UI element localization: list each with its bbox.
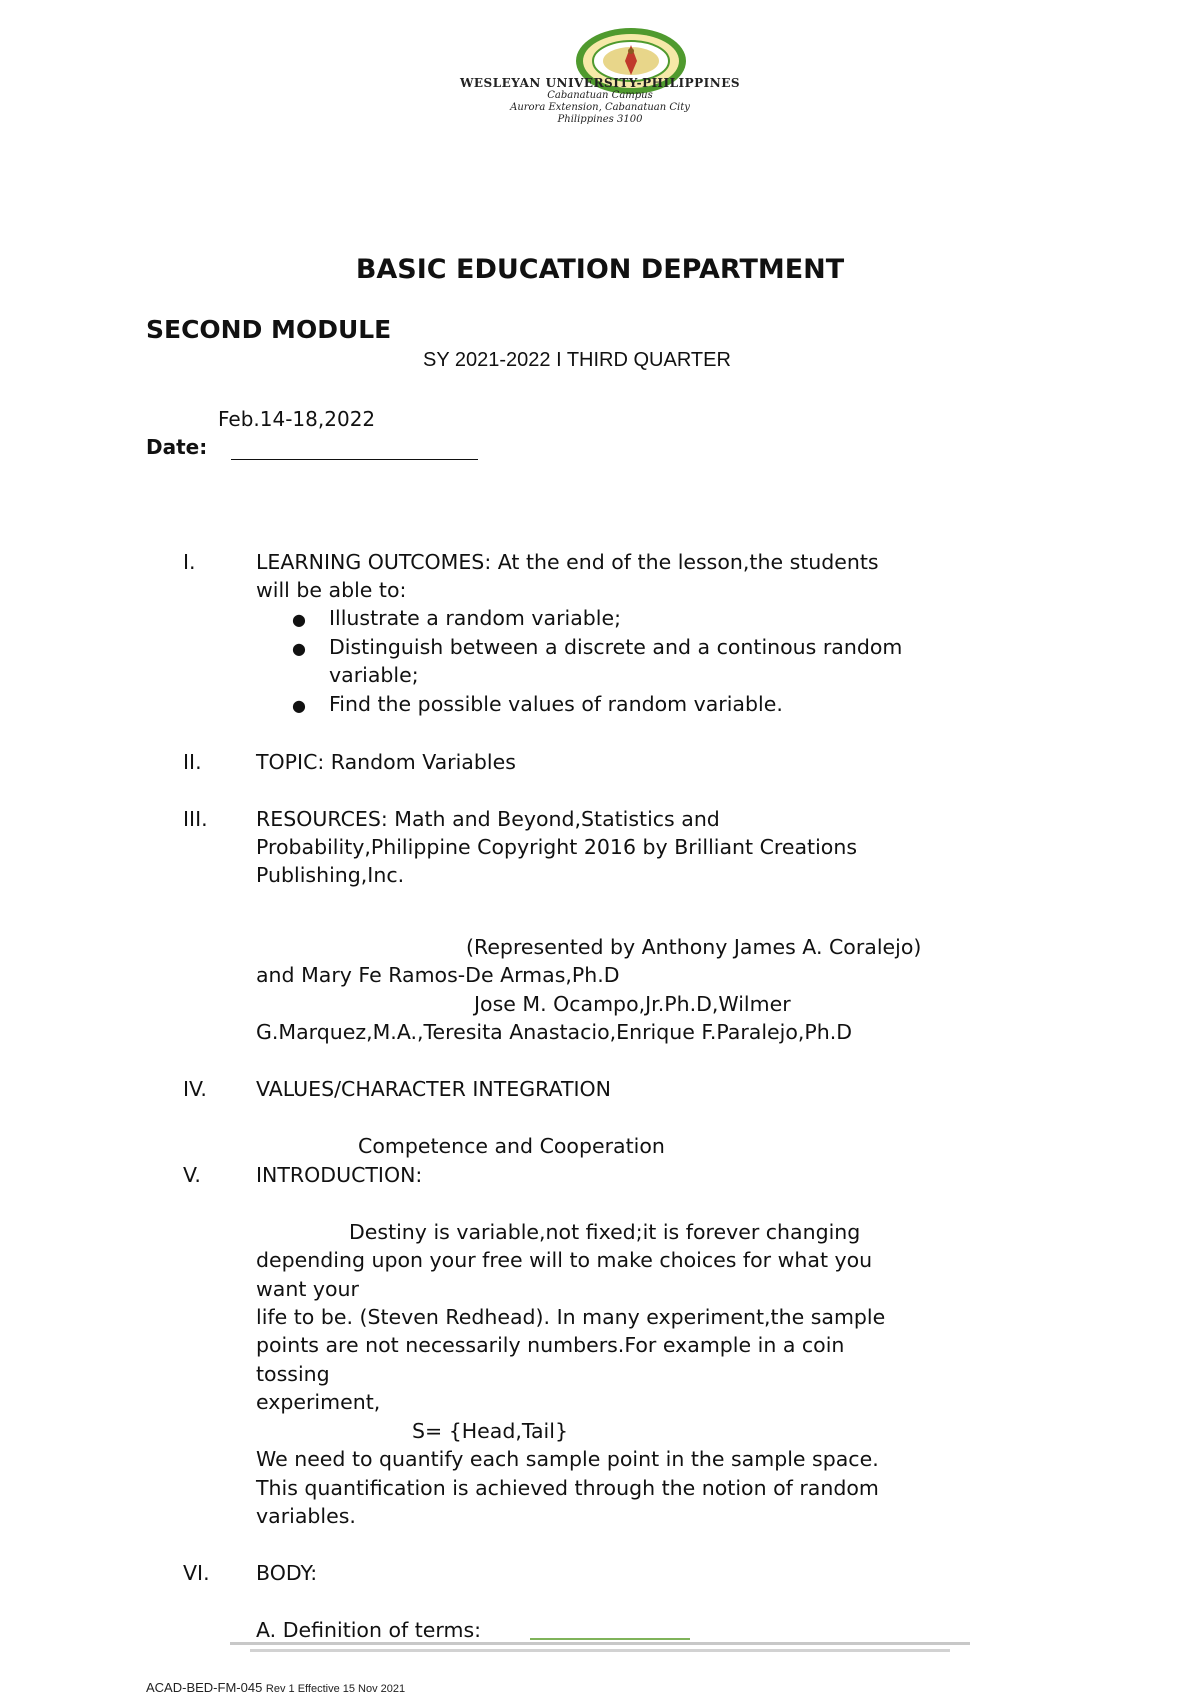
section-1-numeral: I.	[183, 550, 196, 574]
section-3-numeral: III.	[183, 807, 208, 831]
date-value: Feb.14-18,2022	[218, 407, 376, 431]
section-2-numeral: II.	[183, 750, 202, 774]
intro-line: experiment,	[256, 1390, 381, 1414]
bullet-icon: ●	[292, 610, 306, 629]
section-5-numeral: V.	[183, 1163, 201, 1187]
form-code	[146, 1680, 405, 1695]
department-title: BASIC EDUCATION DEPARTMENT	[355, 254, 845, 285]
resources-line: (Represented by Anthony James A. Coralejo)	[466, 935, 922, 959]
intro-line: We need to quantify each sample point in the sample space.	[256, 1447, 879, 1471]
resources-line: RESOURCES: Math and Beyond,Statistics and	[256, 807, 720, 831]
section-4-numeral: IV.	[183, 1077, 207, 1101]
outcome-item: Distinguish between a discrete and a continous random	[329, 635, 903, 659]
form-code-revision: Rev 1 Effective 15 Nov 2021	[265, 1683, 406, 1695]
school-year: SY 2021-2022 I THIRD QUARTER	[423, 349, 731, 371]
resources-line: Probability,Philippine Copyright 2016 by Brilliant Creations	[256, 835, 857, 859]
intro-line: want your	[256, 1277, 359, 1301]
intro-line: tossing	[256, 1362, 330, 1386]
intro-line: life to be. (Steven Redhead). In many experiment,the sample	[256, 1305, 886, 1329]
bullet-icon: ●	[292, 696, 306, 715]
university-name: WESLEYAN UNIVERSITY-PHILIPPINES	[459, 76, 741, 90]
intro-line: points are not necessarily numbers.For example in a coin	[256, 1333, 845, 1357]
date-label: Date:	[146, 435, 208, 459]
section-2-topic: TOPIC: Random Variables	[256, 750, 516, 774]
body-subheading: A. Definition of terms:	[256, 1618, 482, 1642]
module-title: SECOND MODULE	[146, 315, 392, 344]
section-1-heading-cont: will be able to:	[256, 578, 407, 602]
date-underline	[231, 459, 478, 460]
outcome-item: Find the possible values of random variable.	[329, 692, 783, 716]
campus-country: Philippines 3100	[557, 114, 643, 125]
section-4-heading: VALUES/CHARACTER INTEGRATION	[256, 1077, 612, 1101]
intro-line: variables.	[256, 1504, 356, 1528]
section-5-heading: INTRODUCTION:	[256, 1163, 423, 1187]
section-6-numeral: VI.	[183, 1561, 210, 1585]
resources-line: G.Marquez,M.A.,Teresita Anastacio,Enrique F.Paralejo,Ph.D	[256, 1020, 853, 1044]
sample-space: S= {Head,Tail}	[412, 1419, 568, 1443]
section-1-heading: LEARNING OUTCOMES: At the end of the lesson,the students	[256, 550, 879, 574]
form-code-id: ACAD-BED-FM-045	[146, 1680, 263, 1695]
outcome-item: Illustrate a random variable;	[329, 606, 622, 630]
resources-line: Jose M. Ocampo,Jr.Ph.D,Wilmer	[474, 992, 791, 1016]
resources-line: Publishing,Inc.	[256, 863, 405, 887]
intro-line: depending upon your free will to make choices for what you	[256, 1248, 873, 1272]
campus-address: Aurora Extension, Cabanatuan City	[510, 102, 690, 113]
intro-line: This quantification is achieved through the notion of random	[256, 1476, 879, 1500]
section-6-heading: BODY:	[256, 1561, 318, 1585]
footer-faint-text	[230, 1638, 970, 1660]
intro-line: Destiny is variable,not fixed;it is forever changing	[349, 1220, 861, 1244]
campus-name: Cabanatuan Campus	[547, 90, 653, 101]
resources-line: and Mary Fe Ramos-De Armas,Ph.D	[256, 963, 620, 987]
values-text: Competence and Cooperation	[358, 1134, 665, 1158]
outcome-item-cont: variable;	[329, 663, 419, 687]
bullet-icon: ●	[292, 639, 306, 658]
